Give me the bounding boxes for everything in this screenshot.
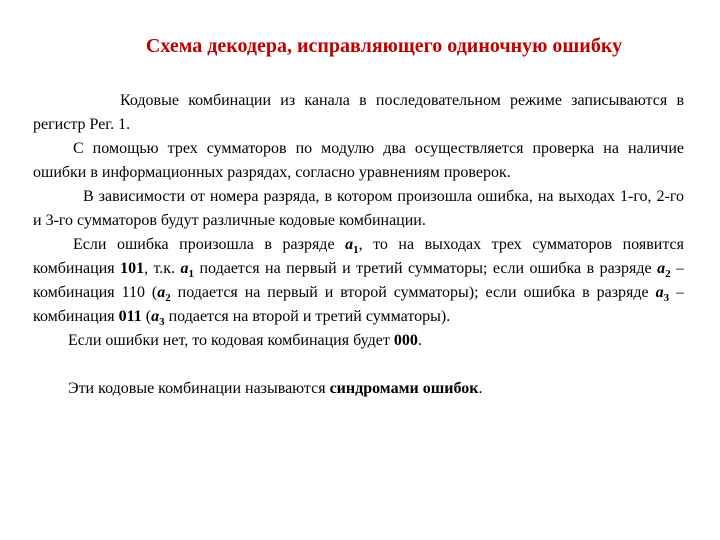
paragraph-adder-outputs: В зависимости от номера разряда, в котором произошла ошибка, на выходах 1-го, 2-го и 3-го сумматоров будут различные кодовые комбинации.	[33, 188, 684, 229]
syndrome-000: 000	[393, 332, 418, 349]
variable-a3: $a_3$	[655, 284, 670, 305]
paragraph-gap	[33, 353, 684, 377]
paragraph-parity-check: С помощью трех сумматоров по модулю два осуществляется проверка на наличие ошибки в информационных разрядах, согласно уравнениям проверок.	[33, 140, 684, 181]
variable-a1: $a_1$	[345, 236, 359, 257]
syndrome-101: 101	[120, 260, 145, 277]
variable-a2-second: $a_2$	[157, 284, 171, 305]
paragraph-syndrome-definition: Эти кодовые комбинации называются синдромами ошибок.	[68, 380, 483, 397]
syndrome-011: 011	[118, 308, 142, 325]
paragraph-no-error: Если ошибки нет, то кодовая комбинация будет 000.	[68, 332, 422, 349]
variable-a2: $a_2$	[657, 260, 671, 281]
paragraph-register-input: Кодовые комбинации из канала в последовательном режиме записываются в регистр Рег. 1.	[33, 92, 684, 133]
slide-title: Схема декодера, исправляющего одиночную ошибку	[145, 35, 623, 57]
body-text	[33, 89, 684, 401]
variable-a1-second: $a_1$	[180, 260, 195, 281]
variable-a3-second: $a_3$	[151, 308, 165, 329]
term-error-syndromes: синдромами ошибок	[329, 380, 479, 397]
paragraph-error-cases: Если ошибка произошла в разряде $a_1$, то на выходах трех сумматоров появится комбинация 101, т.к. $a_1$ подается на первый и третий сумматоры; если ошибка в разряде $a_2$ – комбинация 110 ($a_2$ подается на первый и второй сумматоры); если ошибка в разряде $a_3$ – комбинация 011 ($a_3$ подается на второй и третий сумматоры).	[33, 236, 685, 329]
